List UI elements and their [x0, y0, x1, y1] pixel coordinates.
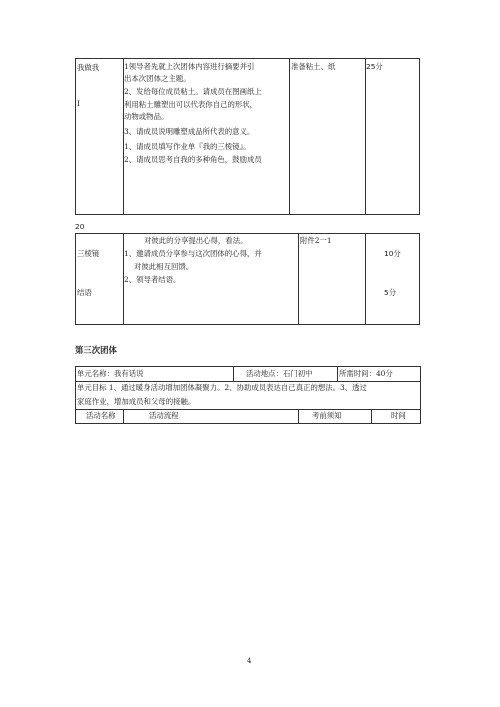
unit-goal-line: 单元目标 1、通过暖身活动增加团体凝聚力。2、协助成员表达自己真正的想法。3、透过	[77, 383, 367, 392]
procedure-step: 动物或物品。	[124, 112, 169, 121]
activity-location: 活动地点：石门初中	[246, 369, 313, 378]
activity-mark: I	[77, 99, 80, 108]
procedure-step: 3、请成员说明雕塑成品所代表的意义。	[124, 127, 255, 136]
procedure-step: 1、邀请成员分享参与这次团体的心得，并	[124, 249, 262, 258]
column-header-activity: 活动名称	[86, 411, 116, 420]
page-ref: 20	[75, 222, 85, 231]
required-time: 所需时间：40分	[339, 369, 393, 378]
materials-cell: 附件2一1	[300, 236, 332, 245]
page-number: 4	[247, 657, 252, 665]
time-cell: 25分	[366, 62, 383, 71]
procedure-step: 2、领导者结语。	[124, 275, 181, 284]
procedure-step: 1、请成员填写作业单『我的三棱镜』。	[124, 142, 251, 151]
column-header-notes: 考前须知	[312, 411, 342, 420]
procedure-step: 对彼此的分享提出心得，看法。	[144, 236, 248, 245]
column-header-procedure: 活动流程	[149, 411, 179, 420]
materials-cell: 准备粘土、纸	[291, 62, 336, 71]
procedure-step: 出本次团体之主题。	[124, 74, 191, 83]
time-cell: 10分	[384, 249, 401, 258]
activity-name: 结语	[77, 288, 92, 297]
procedure-step: 2、发给每位成员粘土。请成员在图画纸上	[124, 87, 262, 96]
procedure-step: 1领导者先就上次团体内容进行摘要并引	[124, 62, 255, 71]
unit-name: 单元名称：我有话说	[77, 369, 144, 378]
activity-name: 我做我	[77, 63, 100, 72]
procedure-step: 2、请成员思考自我的多种角色，鼓励成员	[124, 155, 262, 164]
procedure-step: 对彼此相互回馈。	[134, 262, 194, 271]
procedure-step: 利用粘土雕塑出可以代表你自己的形状，	[124, 100, 258, 109]
unit-goal-line: 家庭作业，增加成员和父母的接触。	[77, 397, 196, 406]
time-cell: 5分	[384, 288, 397, 297]
column-header-time: 时间	[391, 411, 406, 420]
activity-name: 三棱镜	[77, 249, 100, 258]
section-title: 第三次团体	[75, 345, 117, 355]
